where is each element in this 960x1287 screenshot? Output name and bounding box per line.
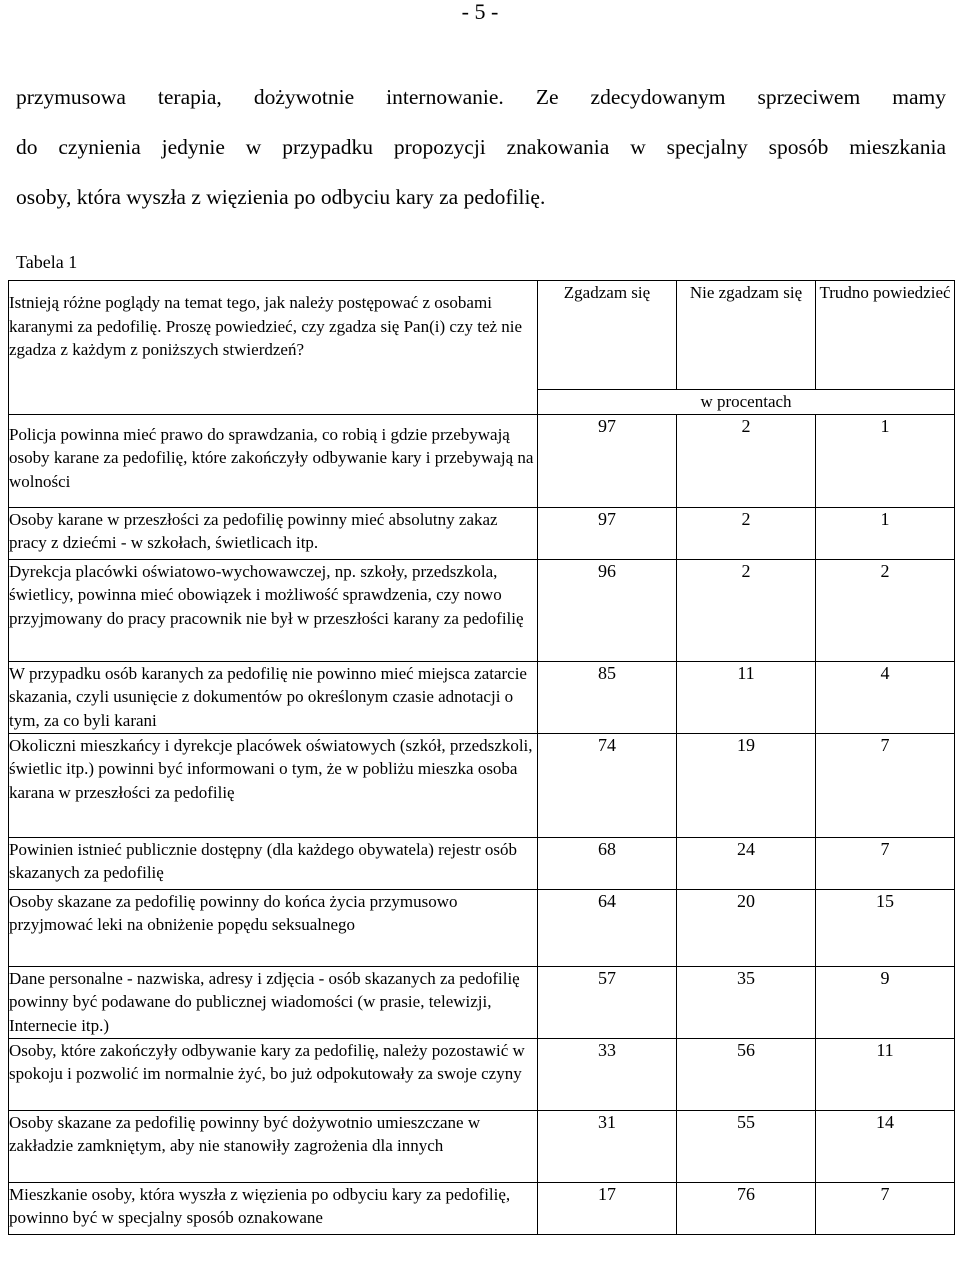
row-hard-to-say-value: 7	[816, 1182, 955, 1234]
row-agree-value: 31	[538, 1110, 677, 1182]
table-row	[9, 889, 955, 966]
row-agree-value: 97	[538, 414, 677, 507]
row-agree-value: 85	[538, 661, 677, 733]
header-question	[9, 281, 538, 415]
row-statement: Policja powinna mieć prawo do sprawdzania, co robią i gdzie przebywają osoby karane za pedofilię, które zakończyły odbywanie kary i przebywają na wolności	[9, 414, 538, 507]
row-disagree-value: 56	[677, 1038, 816, 1110]
row-hard-to-say-value: 4	[816, 661, 955, 733]
row-agree-value: 74	[538, 733, 677, 837]
row-disagree-value: 76	[677, 1182, 816, 1234]
table-row	[9, 966, 955, 1038]
table-row	[9, 733, 955, 837]
intro-paragraph	[16, 72, 946, 222]
row-hard-to-say-value: 7	[816, 837, 955, 889]
row-hard-to-say-value: 14	[816, 1110, 955, 1182]
row-hard-to-say-value: 11	[816, 1038, 955, 1110]
row-statement: Osoby skazane za pedofilię powinny być dożywotnio umieszczane w zakładzie zamkniętym, aby nie stanowiły zagrożenia dla innych	[9, 1110, 538, 1182]
row-agree-value: 68	[538, 837, 677, 889]
row-disagree-value: 55	[677, 1110, 816, 1182]
row-disagree-value: 20	[677, 889, 816, 966]
row-disagree-value: 19	[677, 733, 816, 837]
row-statement: Dane personalne - nazwiska, adresy i zdjęcia - osób skazanych za pedofilię powinny być podawane do publicznej wiadomości (w prasie, telewizji, Internecie itp.)	[9, 966, 538, 1038]
row-statement: W przypadku osób karanych za pedofilię nie powinno mieć miejsca zatarcie skazania, czyli usunięcie z dokumentów po określonym czasie adnotacji o tym, za co byli karani	[9, 661, 538, 733]
row-agree-value: 96	[538, 559, 677, 661]
row-statement: Dyrekcja placówki oświatowo-wychowawczej, np. szkoły, przedszkola, świetlicy, powinna mieć obowiązek i możliwość sprawdzenia, czy nowo przyjmowany do pracy pracownik nie był w przeszłości karany za pedofilię	[9, 559, 538, 661]
row-disagree-value: 2	[677, 507, 816, 559]
intro-line: przymusowa terapia, dożywotnie internowanie. Ze zdecydowanym sprzeciwem mamy	[16, 85, 946, 109]
row-agree-value: 33	[538, 1038, 677, 1110]
table-row	[9, 414, 955, 507]
row-agree-value: 17	[538, 1182, 677, 1234]
header-disagree: Nie zgadzam się	[677, 281, 816, 390]
row-hard-to-say-value: 7	[816, 733, 955, 837]
table-row	[9, 1110, 955, 1182]
table-caption: Tabela 1	[16, 252, 78, 272]
row-hard-to-say-value: 1	[816, 507, 955, 559]
table-body	[9, 281, 955, 1235]
row-hard-to-say-value: 9	[816, 966, 955, 1038]
header-agree: Zgadzam się	[538, 281, 677, 390]
row-disagree-value: 24	[677, 837, 816, 889]
row-agree-value: 97	[538, 507, 677, 559]
header-unit: w procentach	[538, 390, 955, 415]
row-disagree-value: 35	[677, 966, 816, 1038]
row-agree-value: 57	[538, 966, 677, 1038]
intro-line: osoby, która wyszła z więzienia po odbyciu kary za pedofilię.	[16, 185, 546, 209]
table-row	[9, 1038, 955, 1110]
intro-line: do czynienia jedynie w przypadku propozycji znakowania w specjalny sposób mieszkania	[16, 135, 946, 159]
row-disagree-value: 2	[677, 559, 816, 661]
header-question-text: Istnieją różne poglądy na temat tego, jak należy postępować z osobami karanymi za pedofilię. Proszę powiedzieć, czy zgadza się Pan(i) czy też nie zgadza z każdym z poniższych stwierdzeń?	[9, 293, 523, 359]
table-header-row	[9, 281, 955, 390]
survey-table	[8, 280, 955, 1235]
table-row	[9, 559, 955, 661]
row-statement: Okoliczni mieszkańcy i dyrekcje placówek oświatowych (szkół, przedszkoli, świetlic itp.) powinni być informowani o tym, że w pobliżu mieszka osoba karana w przeszłości za pedofilię	[9, 733, 538, 837]
table-row	[9, 1182, 955, 1234]
row-statement: Osoby, które zakończyły odbywanie kary za pedofilię, należy pozostawić w spokoju i pozwolić im normalnie żyć, bo już odpokutowały za swoje czyny	[9, 1038, 538, 1110]
header-hard-to-say: Trudno powiedzieć	[816, 281, 955, 390]
table-row	[9, 661, 955, 733]
page-number: - 5 -	[461, 0, 499, 24]
row-agree-value: 64	[538, 889, 677, 966]
row-hard-to-say-value: 2	[816, 559, 955, 661]
row-statement: Mieszkanie osoby, która wyszła z więzienia po odbyciu kary za pedofilię, powinno być w specjalny sposób oznakowane	[9, 1182, 538, 1234]
row-hard-to-say-value: 1	[816, 414, 955, 507]
row-disagree-value: 2	[677, 414, 816, 507]
table-row	[9, 507, 955, 559]
row-disagree-value: 11	[677, 661, 816, 733]
row-statement: Osoby karane w przeszłości za pedofilię powinny mieć absolutny zakaz pracy z dziećmi - w szkołach, świetlicach itp.	[9, 507, 538, 559]
row-hard-to-say-value: 15	[816, 889, 955, 966]
table-row	[9, 837, 955, 889]
row-statement: Osoby skazane za pedofilię powinny do końca życia przymusowo przyjmować leki na obniżenie popędu seksualnego	[9, 889, 538, 966]
row-statement: Powinien istnieć publicznie dostępny (dla każdego obywatela) rejestr osób skazanych za pedofilię	[9, 837, 538, 889]
